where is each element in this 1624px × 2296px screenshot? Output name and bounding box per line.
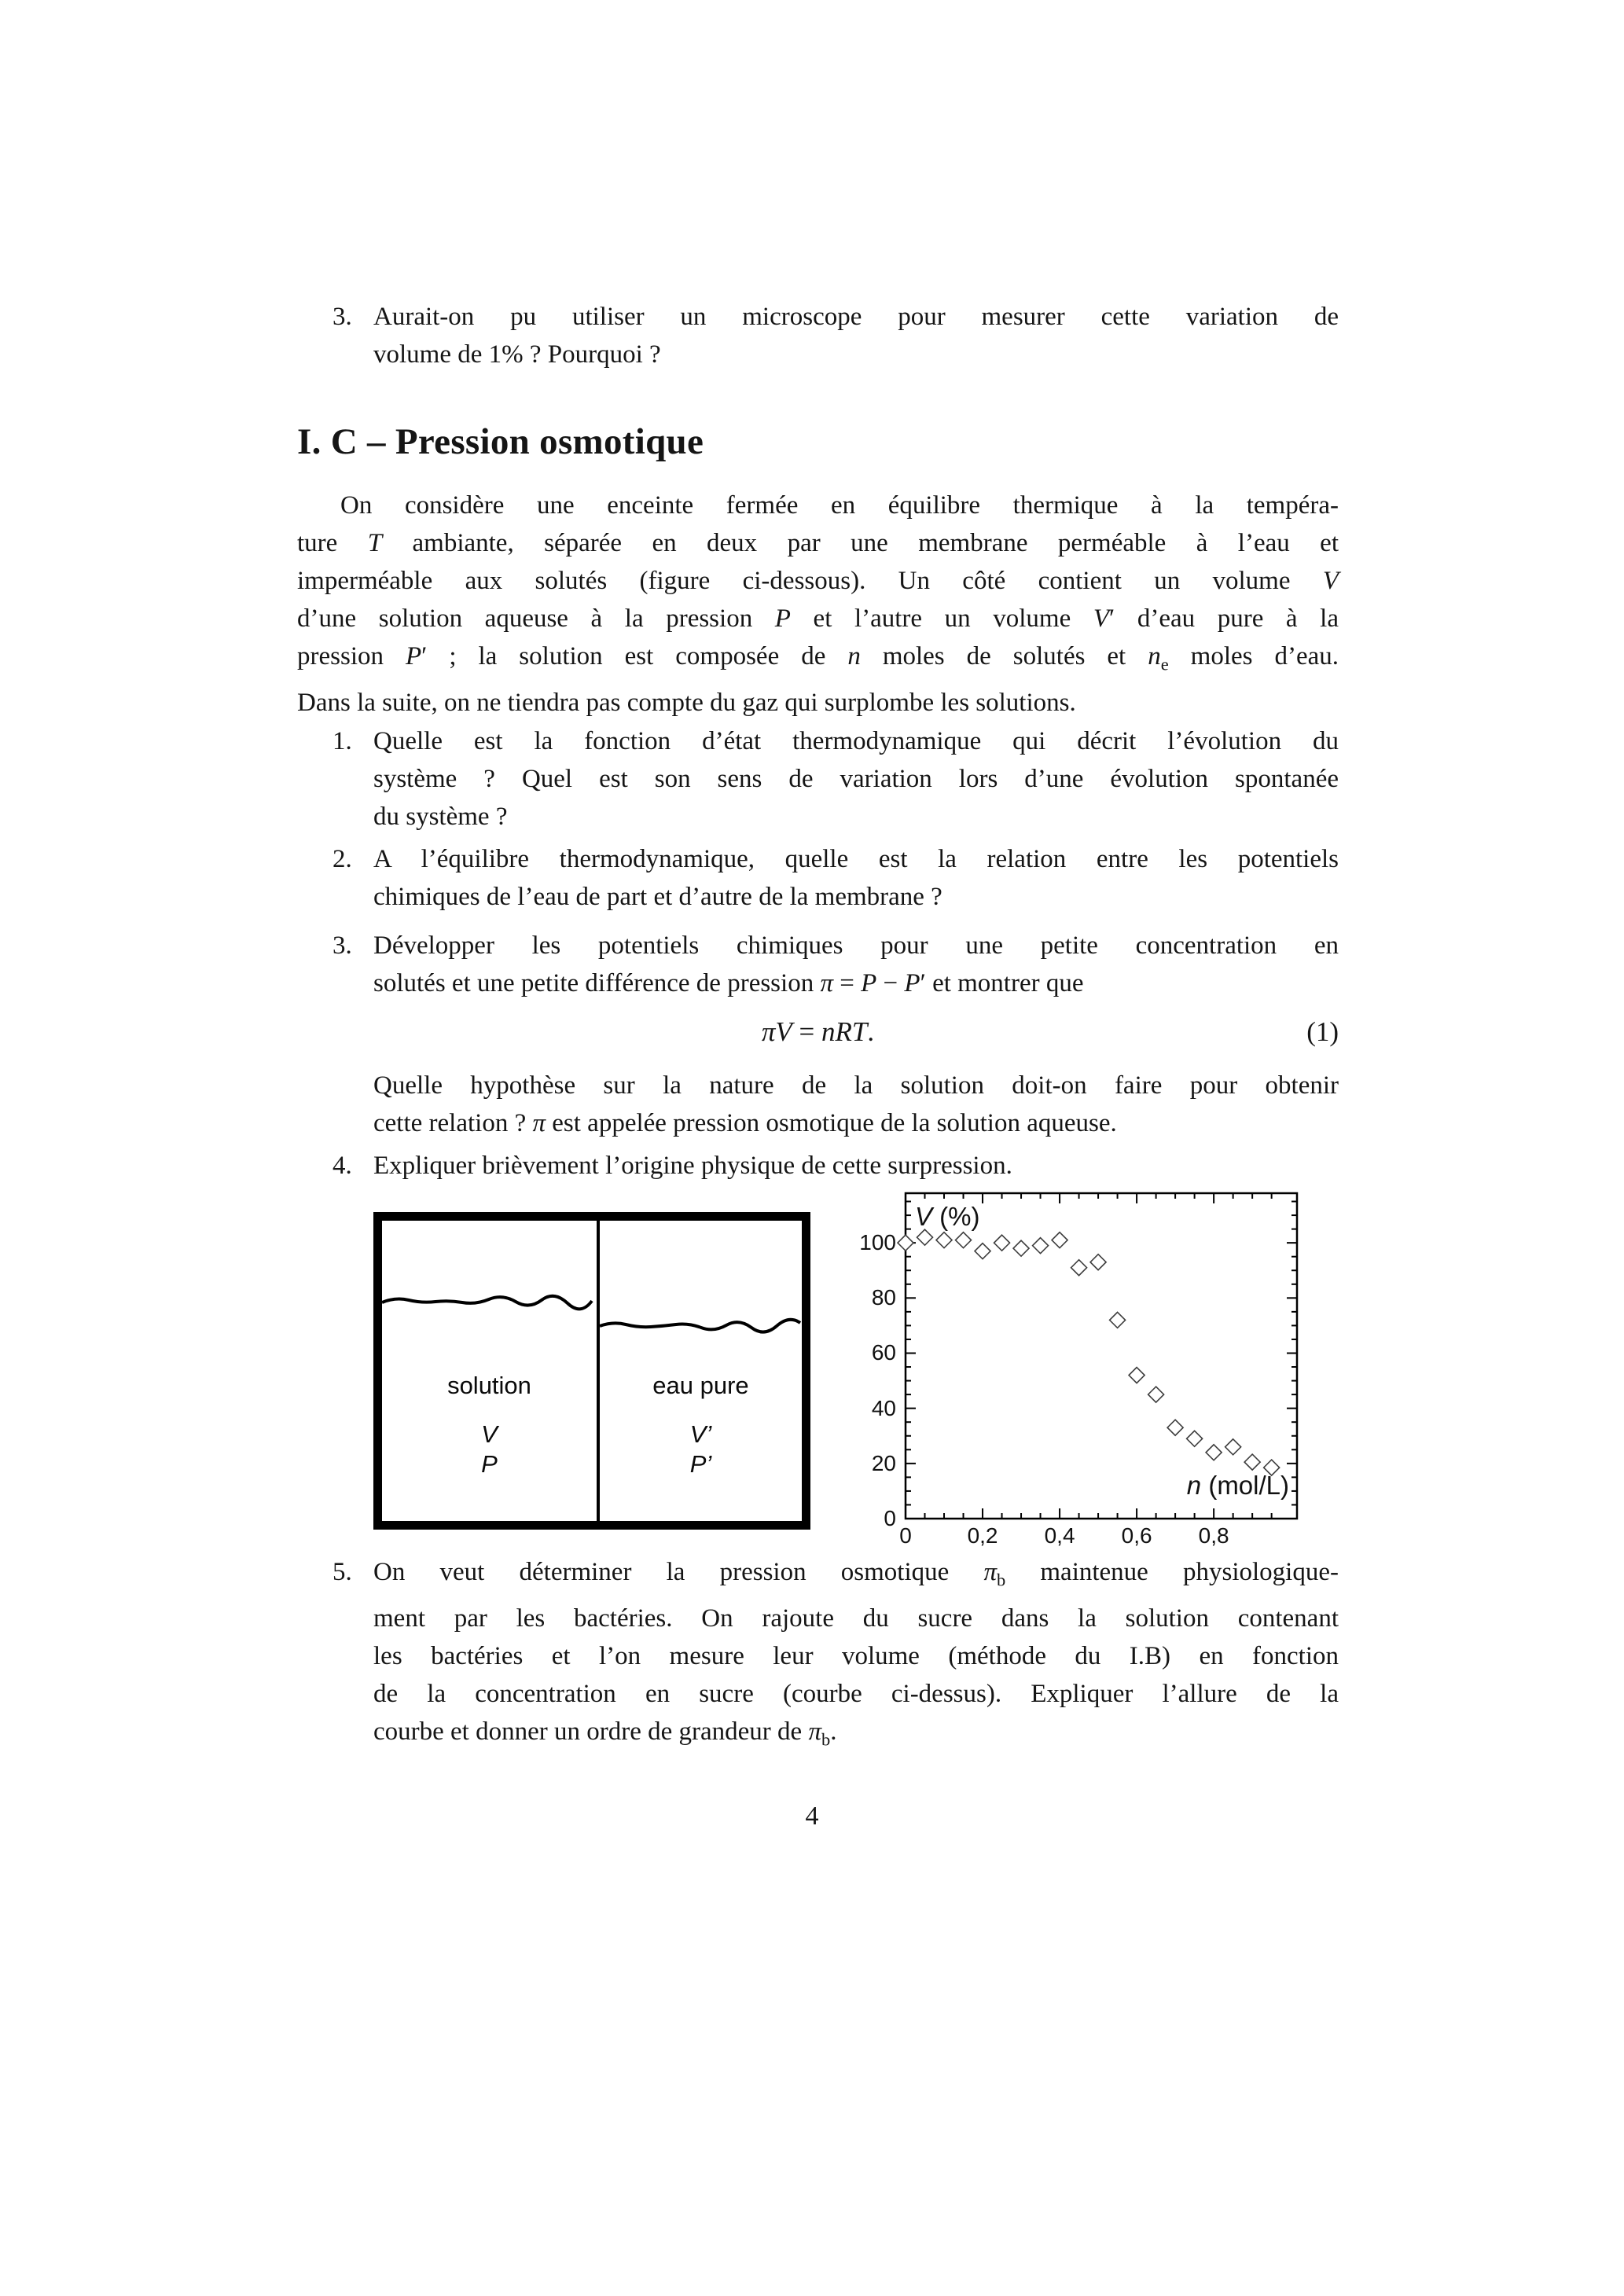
question-item-4 (333, 1147, 1339, 1185)
pressure-P-label: P (481, 1450, 498, 1478)
x-tick-label: 0,8 (1198, 1523, 1229, 1548)
y-tick-label: 0 (884, 1506, 896, 1530)
text-line: On veut déterminer la pression osmotique $\pi_b$ maintenue physiologique- (373, 1558, 1339, 1590)
page-number: 4 (805, 1802, 819, 1831)
y-tick-label: 100 (859, 1230, 896, 1255)
data-point-marker (1013, 1240, 1029, 1256)
data-point-marker (956, 1232, 972, 1248)
text-line: On considère une enceinte fermée en équilibre thermique à la tempéra- (340, 491, 1339, 520)
question-item-3 (333, 927, 1339, 1002)
text-line: de la concentration en sucre (courbe ci-dessus). Expliquer l’allure de la (373, 1679, 1339, 1708)
item-text (373, 1553, 1339, 1758)
text-line: les bactéries et l’on mesure leur volume (méthode du I.B) en fonction (373, 1641, 1339, 1670)
item-number: 2. (333, 845, 352, 873)
solution-label: solution (447, 1372, 531, 1399)
data-point-marker (1110, 1312, 1126, 1328)
y-tick-label: 40 (871, 1395, 896, 1420)
data-point-marker (1052, 1232, 1067, 1248)
data-point-marker (1187, 1431, 1203, 1446)
equation-body: πV = nRT. (761, 1016, 875, 1047)
data-point-marker (1244, 1454, 1260, 1470)
item-text (373, 1147, 1339, 1185)
y-tick-label: 20 (871, 1450, 896, 1475)
pure-water-surface-line (600, 1320, 800, 1332)
text-line: Dans la suite, on ne tiendra pas compte du gaz qui surplombe les solutions. (297, 688, 1076, 717)
x-tick-label: 0,4 (1044, 1523, 1075, 1548)
text-line: Aurait-on pu utiliser un microscope pour mesurer cette variation de (373, 303, 1339, 331)
data-point-marker (936, 1232, 952, 1248)
data-point-marker (975, 1244, 990, 1259)
membrane-diagram (373, 1212, 810, 1530)
item-number: 1. (333, 727, 352, 755)
text-line: courbe et donner un ordre de grandeur de $\pi_b$. (373, 1717, 837, 1750)
text-line: système ? Quel est son sens de variation lors d’une évolution spontanée (373, 765, 1339, 793)
question-item-2 (333, 840, 1339, 916)
equation-number: (1) (1306, 1016, 1339, 1047)
data-point-marker (917, 1229, 933, 1245)
data-point-marker (1129, 1368, 1145, 1383)
section-heading: I. C – Pression osmotique (297, 421, 704, 462)
volume-Vprime-label: V’ (689, 1420, 712, 1448)
data-point-marker (1071, 1260, 1087, 1276)
item-text (373, 722, 1339, 836)
text-line: Quelle est la fonction d’état thermodynamique qui décrit l’évolution du (373, 727, 1339, 755)
volume-vs-concentration-chart (833, 1183, 1321, 1552)
scatter-points (898, 1229, 1280, 1475)
text-line: d’une solution aqueuse à la pression P et l’autre un volume V′ d’eau pure à la (297, 604, 1339, 633)
y-tick-label: 80 (871, 1285, 896, 1310)
data-point-marker (898, 1235, 913, 1251)
data-point-marker (994, 1235, 1010, 1251)
text-line: chimiques de l’eau de part et d’autre de la membrane ? (373, 883, 942, 911)
text-line: cette relation ? π est appelée pression osmotique de la solution aqueuse. (373, 1109, 1117, 1137)
text-line: ture T ambiante, séparée en deux par une membrane perméable à l’eau et (297, 529, 1339, 557)
item-text (373, 927, 1339, 1002)
question-item-5 (333, 1553, 1339, 1758)
x-tick-label: 0 (899, 1523, 912, 1548)
x-axis-label: n (mol/L) (1186, 1471, 1289, 1500)
pressure-Pprime-label: P’ (689, 1450, 712, 1478)
question-item-1 (333, 722, 1339, 836)
item-number: 3. (333, 931, 352, 960)
question-3-continuation (373, 1067, 1339, 1142)
data-point-marker (1090, 1255, 1106, 1270)
solution-surface-line (382, 1296, 592, 1309)
data-point-marker (1206, 1445, 1222, 1460)
lead-question-item (333, 298, 1339, 373)
x-tick-label: 0,6 (1121, 1523, 1152, 1548)
item-number: 5. (333, 1558, 352, 1586)
text-line: imperméable aux solutés (figure ci-dessous). Un côté contient un volume V (297, 567, 1339, 595)
volume-V-label: V (481, 1420, 498, 1448)
pure-water-label: eau pure (652, 1372, 749, 1399)
equation (297, 1013, 1339, 1051)
text-line: solutés et une petite différence de pression π = P − P′ et montrer que (373, 969, 1084, 997)
x-tick-label: 0,2 (967, 1523, 998, 1548)
item-text (373, 298, 1339, 373)
item-number: 4. (333, 1152, 352, 1180)
text-line: Développer les potentiels chimiques pour une petite concentration en (373, 931, 1339, 960)
text-line: A l’équilibre thermodynamique, quelle est la relation entre les potentiels (373, 845, 1339, 873)
text-line: volume de 1% ? Pourquoi ? (373, 340, 661, 369)
item-text (373, 840, 1339, 916)
text-line: Expliquer brièvement l’origine physique de cette surpression. (373, 1152, 1012, 1180)
data-point-marker (1148, 1387, 1164, 1402)
data-point-marker (1225, 1439, 1241, 1455)
y-axis-label: V (%) (915, 1202, 980, 1231)
text-line: ment par les bactéries. On rajoute du sucre dans la solution contenant (373, 1604, 1339, 1633)
data-point-marker (1033, 1238, 1049, 1254)
text-line: Quelle hypothèse sur la nature de la solution doit-on faire pour obtenir (373, 1071, 1339, 1100)
data-point-marker (1167, 1420, 1183, 1435)
y-tick-label: 60 (871, 1340, 896, 1365)
intro-paragraph (297, 487, 1339, 722)
item-number: 3. (333, 303, 352, 331)
text-line: du système ? (373, 803, 508, 831)
text-line: pression P′ ; la solution est composée de n moles de solutés et $n_e$ moles d’eau. (297, 642, 1339, 674)
